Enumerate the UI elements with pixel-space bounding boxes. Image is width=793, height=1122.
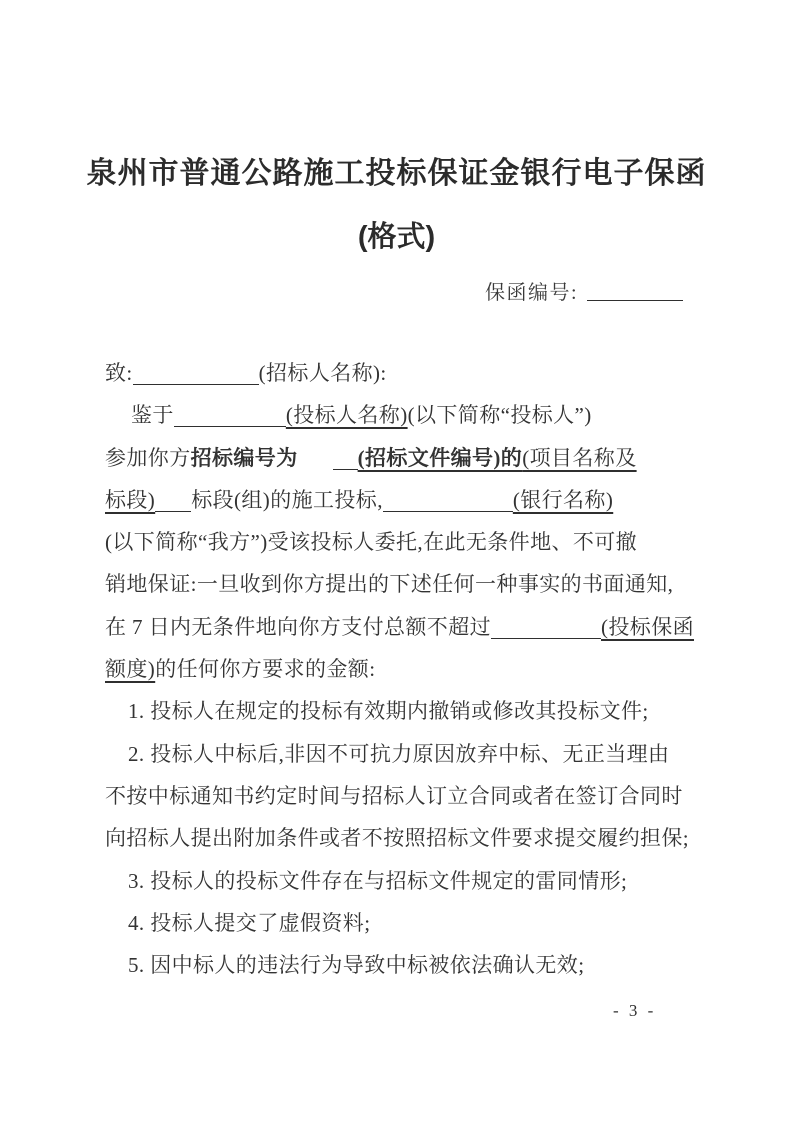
text-segment: 2. 投标人中标后,非因不可抗力原因放弃中标、无正当理由 [128, 741, 670, 766]
fill-in-blank [491, 637, 601, 639]
document-line-1 [105, 352, 705, 394]
fill-in-blank [133, 383, 259, 385]
text-segment: (投标保函 [601, 614, 694, 639]
text-segment: (以下简称“投标人”) [407, 403, 592, 428]
document-line-10 [105, 733, 705, 775]
text-segment: (项目名称及 [522, 445, 637, 470]
document-line-6 [105, 563, 705, 605]
text-segment: 4. 投标人提交了虚假资料; [128, 910, 371, 935]
document-line-7 [105, 606, 705, 648]
text-segment: 在 7 日内无条件地向你方支付总额不超过 [105, 614, 491, 639]
document-line-13 [105, 860, 705, 902]
document-line-5 [105, 521, 705, 563]
document-line-2 [105, 394, 705, 436]
fill-in-blank [155, 510, 191, 512]
page-number: - 3 - [613, 1001, 657, 1020]
text-segment: 鉴于 [131, 403, 174, 428]
text-segment: 3. 投标人的投标文件存在与招标文件规定的雷同情形; [128, 868, 628, 893]
document-title: 泉州市普通公路施工投标保证金银行电子保函 [86, 157, 707, 190]
document-line-15 [105, 944, 705, 986]
document-line-8 [105, 648, 705, 690]
guarantee-number-label: 保函编号: [485, 282, 579, 304]
text-segment: 致: [105, 361, 133, 385]
document-line-12 [105, 817, 705, 859]
text-segment: 销地保证:一旦收到你方提出的下述任何一种事实的书面通知, [105, 572, 674, 597]
text-segment: 1. 投标人在规定的投标有效期内撤销或修改其投标文件; [128, 699, 649, 724]
text-segment: 额度) [105, 657, 156, 682]
fill-in-blank [174, 425, 286, 427]
text-segment: (招标人名称): [258, 361, 387, 385]
text-segment: 标段) [105, 487, 156, 512]
text-segment: (以下简称“我方”)受该投标人委托,在此无条件地、不可撤 [105, 530, 638, 555]
text-segment: 的任何你方要求的金额: [155, 657, 376, 682]
text-segment: 向招标人提出附加条件或者不按照招标文件要求提交履约担保; [105, 826, 690, 851]
text-segment: (招标文件编号)的 [357, 445, 523, 470]
fill-in-blank [383, 510, 513, 512]
guarantee-number-blank [587, 299, 683, 301]
text-segment: (投标人名称) [285, 403, 408, 428]
document-line-4 [105, 479, 705, 521]
document-line-9 [105, 690, 705, 732]
text-segment: (银行名称) [512, 487, 614, 512]
document-subtitle: (格式) [357, 221, 436, 253]
text-segment: 不按中标通知书约定时间与招标人订立合同或者在签订合同时 [105, 783, 683, 808]
document-body [105, 352, 705, 986]
guarantee-number-row [485, 276, 683, 305]
text-segment: 5. 因中标人的违法行为导致中标被依法确认无效; [128, 953, 585, 978]
text-segment: 标段(组)的施工投标, [191, 487, 383, 512]
document-line-14 [105, 902, 705, 944]
spacer [298, 464, 333, 465]
text-segment: 参加你方 [105, 445, 191, 470]
fill-in-blank [333, 468, 358, 470]
document-line-3 [105, 437, 705, 479]
text-segment: 招标编号为 [190, 445, 298, 470]
document-line-11 [105, 775, 705, 817]
